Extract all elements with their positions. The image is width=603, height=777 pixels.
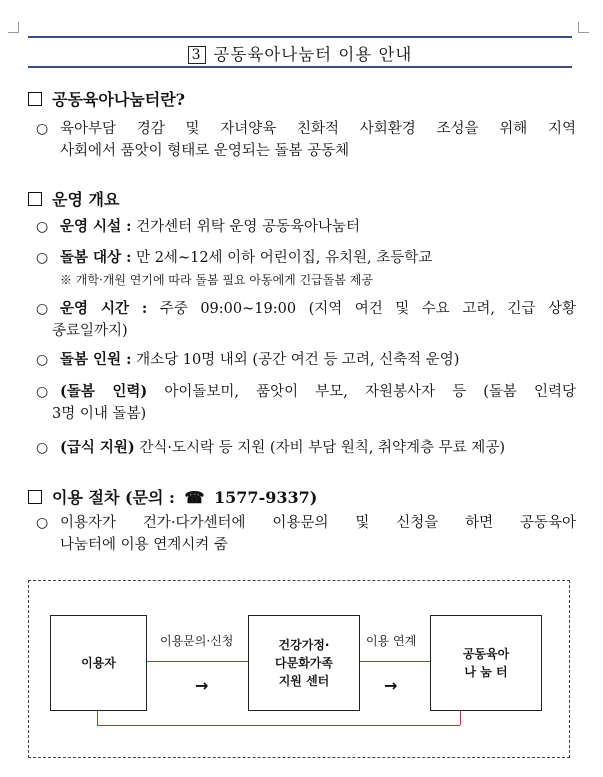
title-rule-bottom [28,66,572,68]
checkbox-square-icon [28,490,42,504]
item-text: 만 2세~12세 이하 어린이집, 유치원, 초등학교 [131,250,433,266]
checkbox-square-icon [28,92,42,106]
item-label: 운영 시설 : [60,218,132,235]
item-line: 이용자가 건가·다가센터에 이용문의 및 신청을 하면 공동육아 [60,515,576,531]
title-rule-top [28,36,572,38]
circle-bullet-icon: ○ [36,219,49,235]
section-heading-overview [28,187,119,210]
return-line-bottom [97,725,460,726]
circle-bullet-icon: ○ [36,440,49,456]
circle-bullet-icon: ○ [36,121,49,137]
item-label: 돌봄 인원 : [60,351,132,368]
item-label: (돌봄 인력) [60,383,148,400]
title-block [28,36,572,70]
list-item [36,512,576,556]
item-label: 운영 시간 : [60,300,148,317]
connector-center-nanum [358,661,430,662]
circle-bullet-icon: ○ [36,250,49,266]
list-item [36,298,576,342]
item-label: (급식 지원) [60,439,135,456]
section-heading-about [28,87,185,110]
arrow-right-icon: → [384,676,398,695]
list-item [36,247,576,269]
page-corner-mark-right [578,22,589,33]
item-text: 건가센터 위탁 운영 공동육아나눔터 [131,219,361,235]
flow-box-user: 이용자 [50,615,147,711]
item-label: 돌봄 대상 : [60,249,132,266]
circle-bullet-icon: ○ [36,515,49,531]
circle-bullet-icon: ○ [36,352,49,368]
item-line: 육아부담 경감 및 자녀양육 친화적 사회환경 조성을 위해 지역 [60,121,576,137]
circle-bullet-icon: ○ [36,301,49,317]
item-text: 개소당 10명 내외 (공간 여건 등 고려, 신축적 운영) [131,352,460,368]
page-corner-mark-left [8,22,19,33]
checkbox-square-icon [28,192,42,206]
item-text: 주중 09:00~19:00 (지역 여건 및 수요 고려, 긴급 상황 [147,301,577,317]
phone-number: 1577-9337) [214,488,318,507]
list-item [36,216,576,238]
list-item [36,381,576,425]
return-line-left [97,709,98,725]
connector-user-center [145,661,248,662]
item-text: 아이돌보미, 품앗이 부모, 자원봉사자 등 (돌봄 인력당 [147,384,576,400]
flow-box-nanumteo: 공동육아 나 눔 터 [430,615,542,711]
circle-bullet-icon: ○ [36,384,49,400]
return-line-right [460,709,461,725]
item-line-continued: 나눔터에 이용 연계시켜 줌 [60,537,228,553]
item-note: ※ 개학·개원 연기에 따라 돌봄 필요 아동에게 긴급돌봄 제공 [60,273,373,287]
item-text: 간식·도시락 등 지원 (자비 부담 원칙, 취약계층 무료 제공) [134,440,505,456]
item-line-continued: 종료일까지) [52,323,128,339]
item-line-continued: 사회에서 품앗이 형태로 운영되는 돌봄 공동체 [60,143,350,159]
item-line-continued: 3명 이내 돌봄) [52,406,147,422]
heading-text: 공동육아나눔터란? [52,90,186,109]
flow-label-inquiry: 이용문의·신청 [160,634,234,648]
heading-text: 운영 개요 [52,190,120,209]
page-title [28,41,572,65]
list-item [36,118,576,162]
section-number-box: 3 [188,46,206,64]
flow-box-support-center: 건강가정· 다문화가족 지원 센터 [248,615,360,711]
page-title-text: 공동육아나눔터 이용 안내 [213,45,413,64]
arrow-right-icon: → [195,676,209,695]
list-item [36,437,576,459]
section-heading-procedure [28,485,317,508]
heading-text: 이용 절차 (문의 : [52,488,175,507]
phone-icon: ☎ [184,488,205,507]
list-item [36,349,576,371]
flow-label-link: 이용 연계 [366,634,417,648]
